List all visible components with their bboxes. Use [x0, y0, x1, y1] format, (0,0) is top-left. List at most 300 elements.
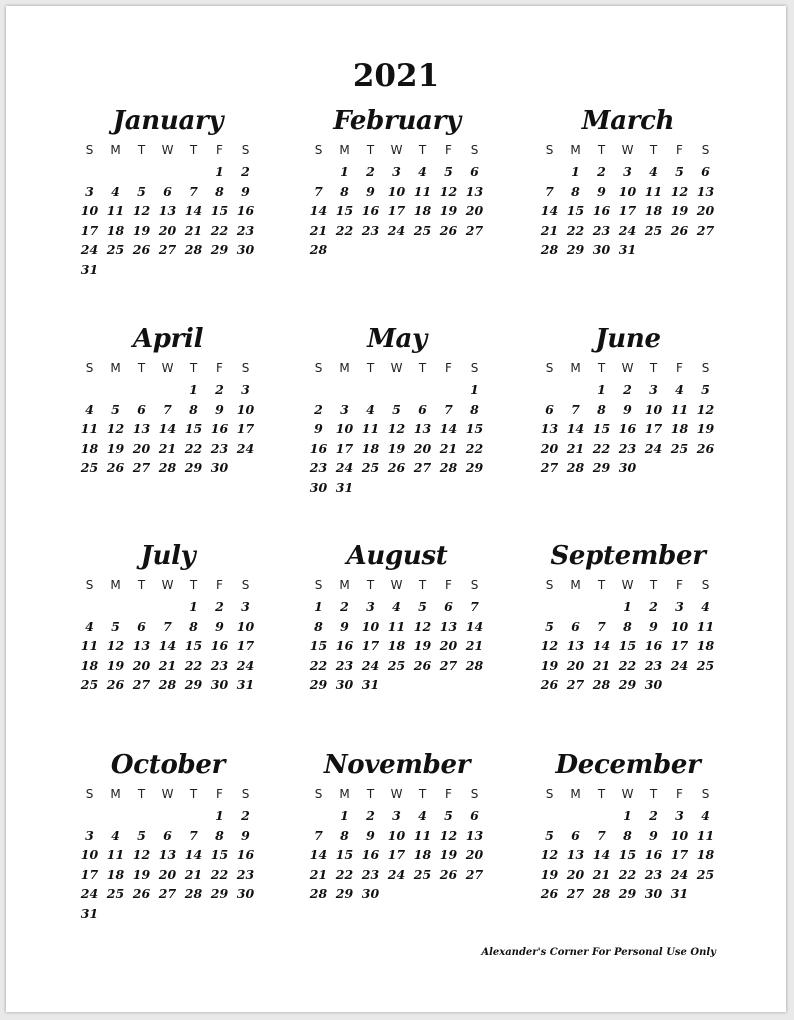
day-cell: 26: [106, 677, 125, 692]
weekday-label: S: [85, 578, 94, 592]
day-cell: 3: [675, 808, 684, 823]
day-cell: 20: [540, 440, 559, 456]
day-cell: 26: [439, 222, 458, 238]
day-cell: 10: [387, 183, 406, 199]
weekday-label: W: [621, 787, 634, 801]
empty-day-cell: [129, 806, 154, 826]
month-name: April: [132, 324, 204, 354]
day-cell: 28: [158, 677, 177, 692]
day-cell: 23: [210, 440, 229, 456]
day-cell: 28: [592, 677, 611, 692]
weekday-label: T: [418, 578, 427, 592]
day-cell: 3: [392, 808, 401, 823]
day-grid: [537, 356, 719, 478]
day-cell: 28: [439, 460, 458, 475]
day-cell: 12: [132, 203, 151, 218]
day-cell: 5: [137, 183, 146, 199]
weekday-label: S: [85, 787, 94, 801]
month-block-february: [306, 104, 488, 260]
day-cell: 14: [592, 638, 611, 653]
day-cell: 16: [618, 421, 637, 436]
empty-day-cell: [77, 380, 102, 400]
day-cell: 1: [215, 808, 224, 823]
weekday-label: W: [621, 578, 634, 592]
day-cell: 2: [340, 599, 349, 614]
day-grid: [77, 356, 259, 478]
empty-day-cell: [537, 380, 562, 400]
day-cell: 15: [309, 638, 328, 653]
day-cell: 10: [335, 421, 354, 436]
day-cell: 4: [701, 599, 710, 614]
day-cell: 1: [623, 599, 632, 614]
day-cell: 18: [387, 638, 406, 653]
day-cell: 4: [418, 808, 427, 823]
day-cell: 31: [80, 905, 99, 921]
day-cell: 31: [80, 261, 99, 277]
day-cell: 6: [444, 599, 453, 614]
day-cell: 10: [670, 618, 689, 634]
empty-day-cell: [384, 380, 409, 400]
day-cell: 30: [335, 677, 354, 692]
weekday-label: T: [418, 361, 427, 375]
empty-day-cell: [129, 380, 154, 400]
weekday-label: T: [597, 361, 606, 375]
day-cell: 20: [439, 638, 458, 653]
day-cell: 21: [309, 866, 328, 882]
day-cell: 23: [236, 222, 255, 238]
day-cell: 22: [309, 657, 328, 673]
day-cell: 16: [335, 638, 354, 653]
day-cell: 27: [465, 866, 484, 882]
day-cell: 30: [592, 242, 611, 257]
day-cell: 20: [696, 203, 715, 218]
day-cell: 4: [85, 401, 94, 417]
weekday-label: W: [621, 143, 634, 157]
day-cell: 18: [696, 638, 715, 653]
weekday-label: T: [366, 143, 375, 157]
weekday-label: M: [339, 578, 350, 592]
day-cell: 10: [670, 827, 689, 843]
day-cell: 12: [439, 183, 458, 199]
day-cell: 14: [158, 421, 177, 436]
day-cell: 10: [361, 618, 380, 634]
day-cell: 5: [418, 599, 427, 614]
month-block-july: [77, 539, 259, 695]
day-cell: 4: [366, 401, 375, 417]
weekday-label: M: [570, 787, 581, 801]
day-cell: 2: [215, 382, 224, 397]
day-grid: [77, 782, 259, 923]
day-cell: 21: [566, 440, 585, 456]
day-cell: 11: [80, 638, 99, 653]
day-cell: 13: [132, 421, 151, 436]
weekday-label: S: [701, 787, 710, 801]
day-cell: 21: [184, 866, 203, 882]
day-cell: 15: [592, 421, 611, 436]
month-name: July: [140, 541, 196, 571]
day-cell: 18: [696, 847, 715, 862]
day-cell: 27: [158, 242, 177, 257]
day-cell: 5: [701, 382, 710, 397]
day-cell: 10: [236, 401, 255, 417]
weekday-label: M: [110, 143, 121, 157]
day-cell: 8: [623, 618, 632, 634]
weekday-label: T: [418, 787, 427, 801]
day-cell: 28: [309, 886, 328, 901]
day-cell: 7: [314, 827, 323, 843]
day-cell: 25: [670, 440, 689, 456]
day-cell: 17: [335, 440, 354, 456]
day-cell: 3: [241, 382, 250, 397]
day-cell: 13: [566, 638, 585, 653]
month-block-november: [306, 748, 488, 904]
day-cell: 20: [132, 440, 151, 456]
day-cell: 15: [210, 847, 229, 862]
weekday-label: T: [366, 787, 375, 801]
day-cell: 22: [335, 866, 354, 882]
day-cell: 1: [340, 164, 349, 179]
day-cell: 21: [592, 866, 611, 882]
day-cell: 13: [540, 421, 559, 436]
day-cell: 23: [309, 460, 328, 475]
day-cell: 6: [163, 183, 172, 199]
weekday-label: S: [701, 578, 710, 592]
month-name: November: [323, 750, 471, 780]
day-cell: 29: [618, 886, 637, 901]
day-cell: 9: [366, 183, 375, 199]
day-cell: 5: [137, 827, 146, 843]
day-cell: 8: [189, 618, 198, 634]
weekday-label: M: [339, 143, 350, 157]
day-cell: 19: [132, 866, 151, 882]
empty-day-cell: [103, 806, 128, 826]
day-cell: 8: [189, 401, 198, 417]
day-cell: 5: [545, 618, 554, 634]
day-cell: 31: [618, 242, 637, 257]
day-cell: 29: [309, 677, 328, 692]
day-cell: 8: [314, 618, 323, 634]
day-cell: 19: [106, 657, 125, 673]
day-cell: 30: [618, 460, 637, 475]
day-cell: 27: [566, 886, 585, 901]
weekday-label: S: [241, 787, 250, 801]
day-cell: 27: [413, 460, 432, 475]
day-cell: 27: [439, 657, 458, 673]
day-cell: 28: [465, 657, 484, 673]
day-cell: 12: [540, 638, 559, 653]
month-block-june: [537, 322, 719, 478]
day-cell: 17: [236, 421, 255, 436]
day-cell: 2: [623, 382, 632, 397]
day-cell: 3: [649, 382, 658, 397]
day-grid: [306, 573, 488, 695]
month-block-august: [306, 539, 488, 695]
empty-day-cell: [77, 806, 102, 826]
day-cell: 24: [80, 242, 99, 257]
calendar-year-title: 2021: [352, 58, 440, 94]
day-cell: 17: [361, 638, 380, 653]
day-cell: 12: [106, 638, 125, 653]
day-cell: 8: [340, 183, 349, 199]
day-cell: 8: [597, 401, 606, 417]
day-cell: 1: [571, 164, 580, 179]
day-cell: 6: [470, 808, 479, 823]
day-cell: 15: [335, 203, 354, 218]
day-cell: 9: [241, 827, 250, 843]
day-cell: 17: [387, 847, 406, 862]
day-cell: 14: [540, 203, 559, 218]
day-cell: 6: [701, 164, 710, 179]
day-cell: 2: [366, 808, 375, 823]
day-cell: 20: [158, 866, 177, 882]
day-cell: 19: [540, 657, 559, 673]
empty-day-cell: [563, 806, 588, 826]
day-cell: 11: [696, 827, 715, 843]
day-cell: 14: [439, 421, 458, 436]
weekday-label: S: [470, 143, 479, 157]
weekday-label: F: [445, 578, 452, 592]
day-cell: 22: [618, 657, 637, 673]
day-cell: 3: [241, 599, 250, 614]
day-cell: 15: [184, 638, 203, 653]
day-cell: 27: [696, 222, 715, 238]
day-cell: 10: [387, 827, 406, 843]
day-cell: 7: [444, 401, 453, 417]
day-cell: 27: [566, 677, 585, 692]
day-cell: 21: [158, 657, 177, 673]
day-cell: 9: [597, 183, 606, 199]
weekday-label: T: [418, 143, 427, 157]
month-block-january: [77, 104, 259, 279]
day-cell: 11: [80, 421, 99, 436]
day-cell: 16: [644, 638, 663, 653]
day-cell: 9: [623, 401, 632, 417]
day-cell: 25: [106, 886, 125, 901]
day-cell: 26: [696, 440, 715, 456]
day-cell: 1: [314, 599, 323, 614]
empty-day-cell: [77, 597, 102, 617]
day-cell: 17: [618, 203, 637, 218]
weekday-label: W: [390, 361, 403, 375]
day-cell: 21: [540, 222, 559, 238]
empty-day-cell: [306, 380, 331, 400]
day-cell: 2: [649, 599, 658, 614]
day-cell: 14: [465, 618, 484, 634]
weekday-label: W: [161, 361, 174, 375]
day-grid: [537, 138, 719, 260]
day-cell: 31: [236, 677, 255, 692]
weekday-label: T: [649, 361, 658, 375]
weekday-label: M: [339, 361, 350, 375]
day-cell: 29: [184, 460, 203, 475]
empty-day-cell: [155, 597, 180, 617]
day-cell: 9: [314, 421, 323, 436]
day-cell: 7: [189, 183, 198, 199]
day-cell: 13: [696, 183, 715, 199]
day-cell: 7: [163, 618, 172, 634]
day-grid: [306, 356, 488, 497]
weekday-label: F: [445, 143, 452, 157]
day-cell: 21: [184, 222, 203, 238]
day-cell: 3: [85, 183, 94, 199]
day-cell: 5: [444, 808, 453, 823]
day-cell: 18: [106, 866, 125, 882]
day-cell: 25: [413, 222, 432, 238]
month-name: February: [333, 106, 461, 136]
empty-day-cell: [155, 162, 180, 182]
day-cell: 23: [236, 866, 255, 882]
day-cell: 11: [106, 847, 125, 862]
day-cell: 11: [670, 401, 689, 417]
month-name: October: [110, 750, 226, 780]
day-cell: 20: [465, 203, 484, 218]
weekday-label: T: [137, 578, 146, 592]
day-cell: 21: [465, 638, 484, 653]
empty-day-cell: [563, 597, 588, 617]
weekday-label: T: [137, 787, 146, 801]
weekday-label: S: [470, 361, 479, 375]
day-cell: 6: [571, 827, 580, 843]
day-cell: 20: [465, 847, 484, 862]
day-cell: 30: [361, 886, 380, 901]
day-cell: 3: [392, 164, 401, 179]
day-cell: 1: [189, 599, 198, 614]
day-cell: 4: [392, 599, 401, 614]
empty-day-cell: [155, 806, 180, 826]
weekday-label: M: [110, 787, 121, 801]
day-cell: 6: [163, 827, 172, 843]
day-cell: 22: [210, 866, 229, 882]
day-cell: 15: [618, 638, 637, 653]
day-cell: 6: [470, 164, 479, 179]
day-cell: 18: [106, 222, 125, 238]
day-cell: 2: [215, 599, 224, 614]
day-cell: 24: [670, 657, 689, 673]
day-cell: 30: [236, 886, 255, 901]
day-cell: 12: [387, 421, 406, 436]
weekday-label: T: [649, 787, 658, 801]
day-cell: 28: [184, 886, 203, 901]
empty-day-cell: [537, 162, 562, 182]
day-grid: [77, 573, 259, 695]
day-cell: 4: [85, 618, 94, 634]
month-name: June: [595, 324, 661, 354]
day-cell: 13: [132, 638, 151, 653]
day-cell: 29: [592, 460, 611, 475]
month-name: March: [581, 106, 675, 136]
day-cell: 13: [158, 847, 177, 862]
day-cell: 15: [618, 847, 637, 862]
day-cell: 6: [571, 618, 580, 634]
day-cell: 6: [545, 401, 554, 417]
day-cell: 14: [309, 203, 328, 218]
empty-day-cell: [129, 162, 154, 182]
day-cell: 24: [236, 657, 255, 673]
day-cell: 26: [439, 866, 458, 882]
day-cell: 30: [210, 677, 229, 692]
day-cell: 7: [163, 401, 172, 417]
weekday-label: S: [241, 361, 250, 375]
weekday-label: S: [470, 578, 479, 592]
day-cell: 13: [439, 618, 458, 634]
day-cell: 28: [184, 242, 203, 257]
day-cell: 14: [309, 847, 328, 862]
day-cell: 19: [540, 866, 559, 882]
day-cell: 4: [111, 183, 120, 199]
day-cell: 21: [592, 657, 611, 673]
weekday-label: W: [390, 787, 403, 801]
empty-day-cell: [410, 380, 435, 400]
weekday-label: T: [649, 578, 658, 592]
empty-day-cell: [155, 380, 180, 400]
day-cell: 16: [236, 203, 255, 218]
day-cell: 27: [132, 677, 151, 692]
day-cell: 25: [413, 866, 432, 882]
day-cell: 30: [236, 242, 255, 257]
day-cell: 13: [413, 421, 432, 436]
day-cell: 8: [623, 827, 632, 843]
day-cell: 8: [571, 183, 580, 199]
day-cell: 9: [340, 618, 349, 634]
day-cell: 11: [361, 421, 380, 436]
day-cell: 19: [439, 203, 458, 218]
day-cell: 20: [566, 866, 585, 882]
weekday-label: F: [445, 361, 452, 375]
day-cell: 18: [80, 657, 99, 673]
weekday-label: W: [161, 578, 174, 592]
day-cell: 25: [106, 242, 125, 257]
day-cell: 15: [465, 421, 484, 436]
day-cell: 24: [236, 440, 255, 456]
day-cell: 18: [80, 440, 99, 456]
day-cell: 7: [597, 827, 606, 843]
day-cell: 18: [644, 203, 663, 218]
day-cell: 1: [623, 808, 632, 823]
day-cell: 16: [361, 847, 380, 862]
day-cell: 23: [335, 657, 354, 673]
day-cell: 17: [670, 638, 689, 653]
day-cell: 17: [670, 847, 689, 862]
weekday-label: T: [189, 578, 198, 592]
weekday-label: M: [570, 361, 581, 375]
day-cell: 2: [649, 808, 658, 823]
day-cell: 12: [670, 183, 689, 199]
day-cell: 7: [571, 401, 580, 417]
day-cell: 12: [696, 401, 715, 417]
day-cell: 8: [215, 827, 224, 843]
day-cell: 21: [439, 440, 458, 456]
day-cell: 10: [236, 618, 255, 634]
day-cell: 26: [413, 657, 432, 673]
day-cell: 3: [623, 164, 632, 179]
day-cell: 27: [132, 460, 151, 475]
day-cell: 9: [215, 401, 224, 417]
day-cell: 26: [387, 460, 406, 475]
weekday-label: T: [649, 143, 658, 157]
day-cell: 28: [158, 460, 177, 475]
empty-day-cell: [306, 806, 331, 826]
month-block-may: [306, 322, 488, 497]
day-cell: 24: [387, 866, 406, 882]
weekday-label: S: [470, 787, 479, 801]
day-cell: 25: [80, 460, 99, 475]
day-cell: 6: [137, 618, 146, 634]
day-cell: 5: [392, 401, 401, 417]
empty-day-cell: [103, 162, 128, 182]
day-cell: 26: [132, 886, 151, 901]
weekday-label: T: [189, 787, 198, 801]
day-cell: 22: [335, 222, 354, 238]
